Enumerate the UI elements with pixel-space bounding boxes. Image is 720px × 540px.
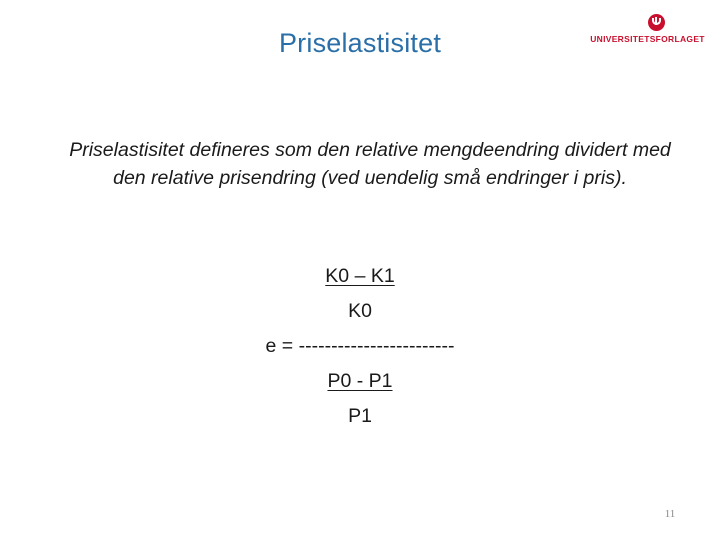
- formula-numerator-top: [0, 265, 720, 288]
- formula-denominator-bottom: P1: [348, 405, 372, 427]
- formula-numerator-top-text: K0 – K1: [325, 265, 395, 287]
- slide-title: Priselastisitet: [278, 28, 442, 58]
- formula-denominator-top: [0, 370, 720, 393]
- definition-text: Priselastisitet defineres som den relative mengdeendring dividert med den relative prisendring (ved uendelig små endringer i pris).: [69, 139, 671, 189]
- logo-text: UNIVERSITETSFORLAGET: [590, 34, 705, 44]
- page-number: 11: [664, 508, 676, 520]
- formula-denominator-top-text: P0 - P1: [327, 370, 393, 392]
- formula-main-line: e = ------------------------: [265, 335, 455, 357]
- formula-numerator-bottom: K0: [348, 300, 372, 322]
- publisher-logo: [585, 12, 710, 52]
- universitetsforlaget-logo-icon: [648, 14, 665, 31]
